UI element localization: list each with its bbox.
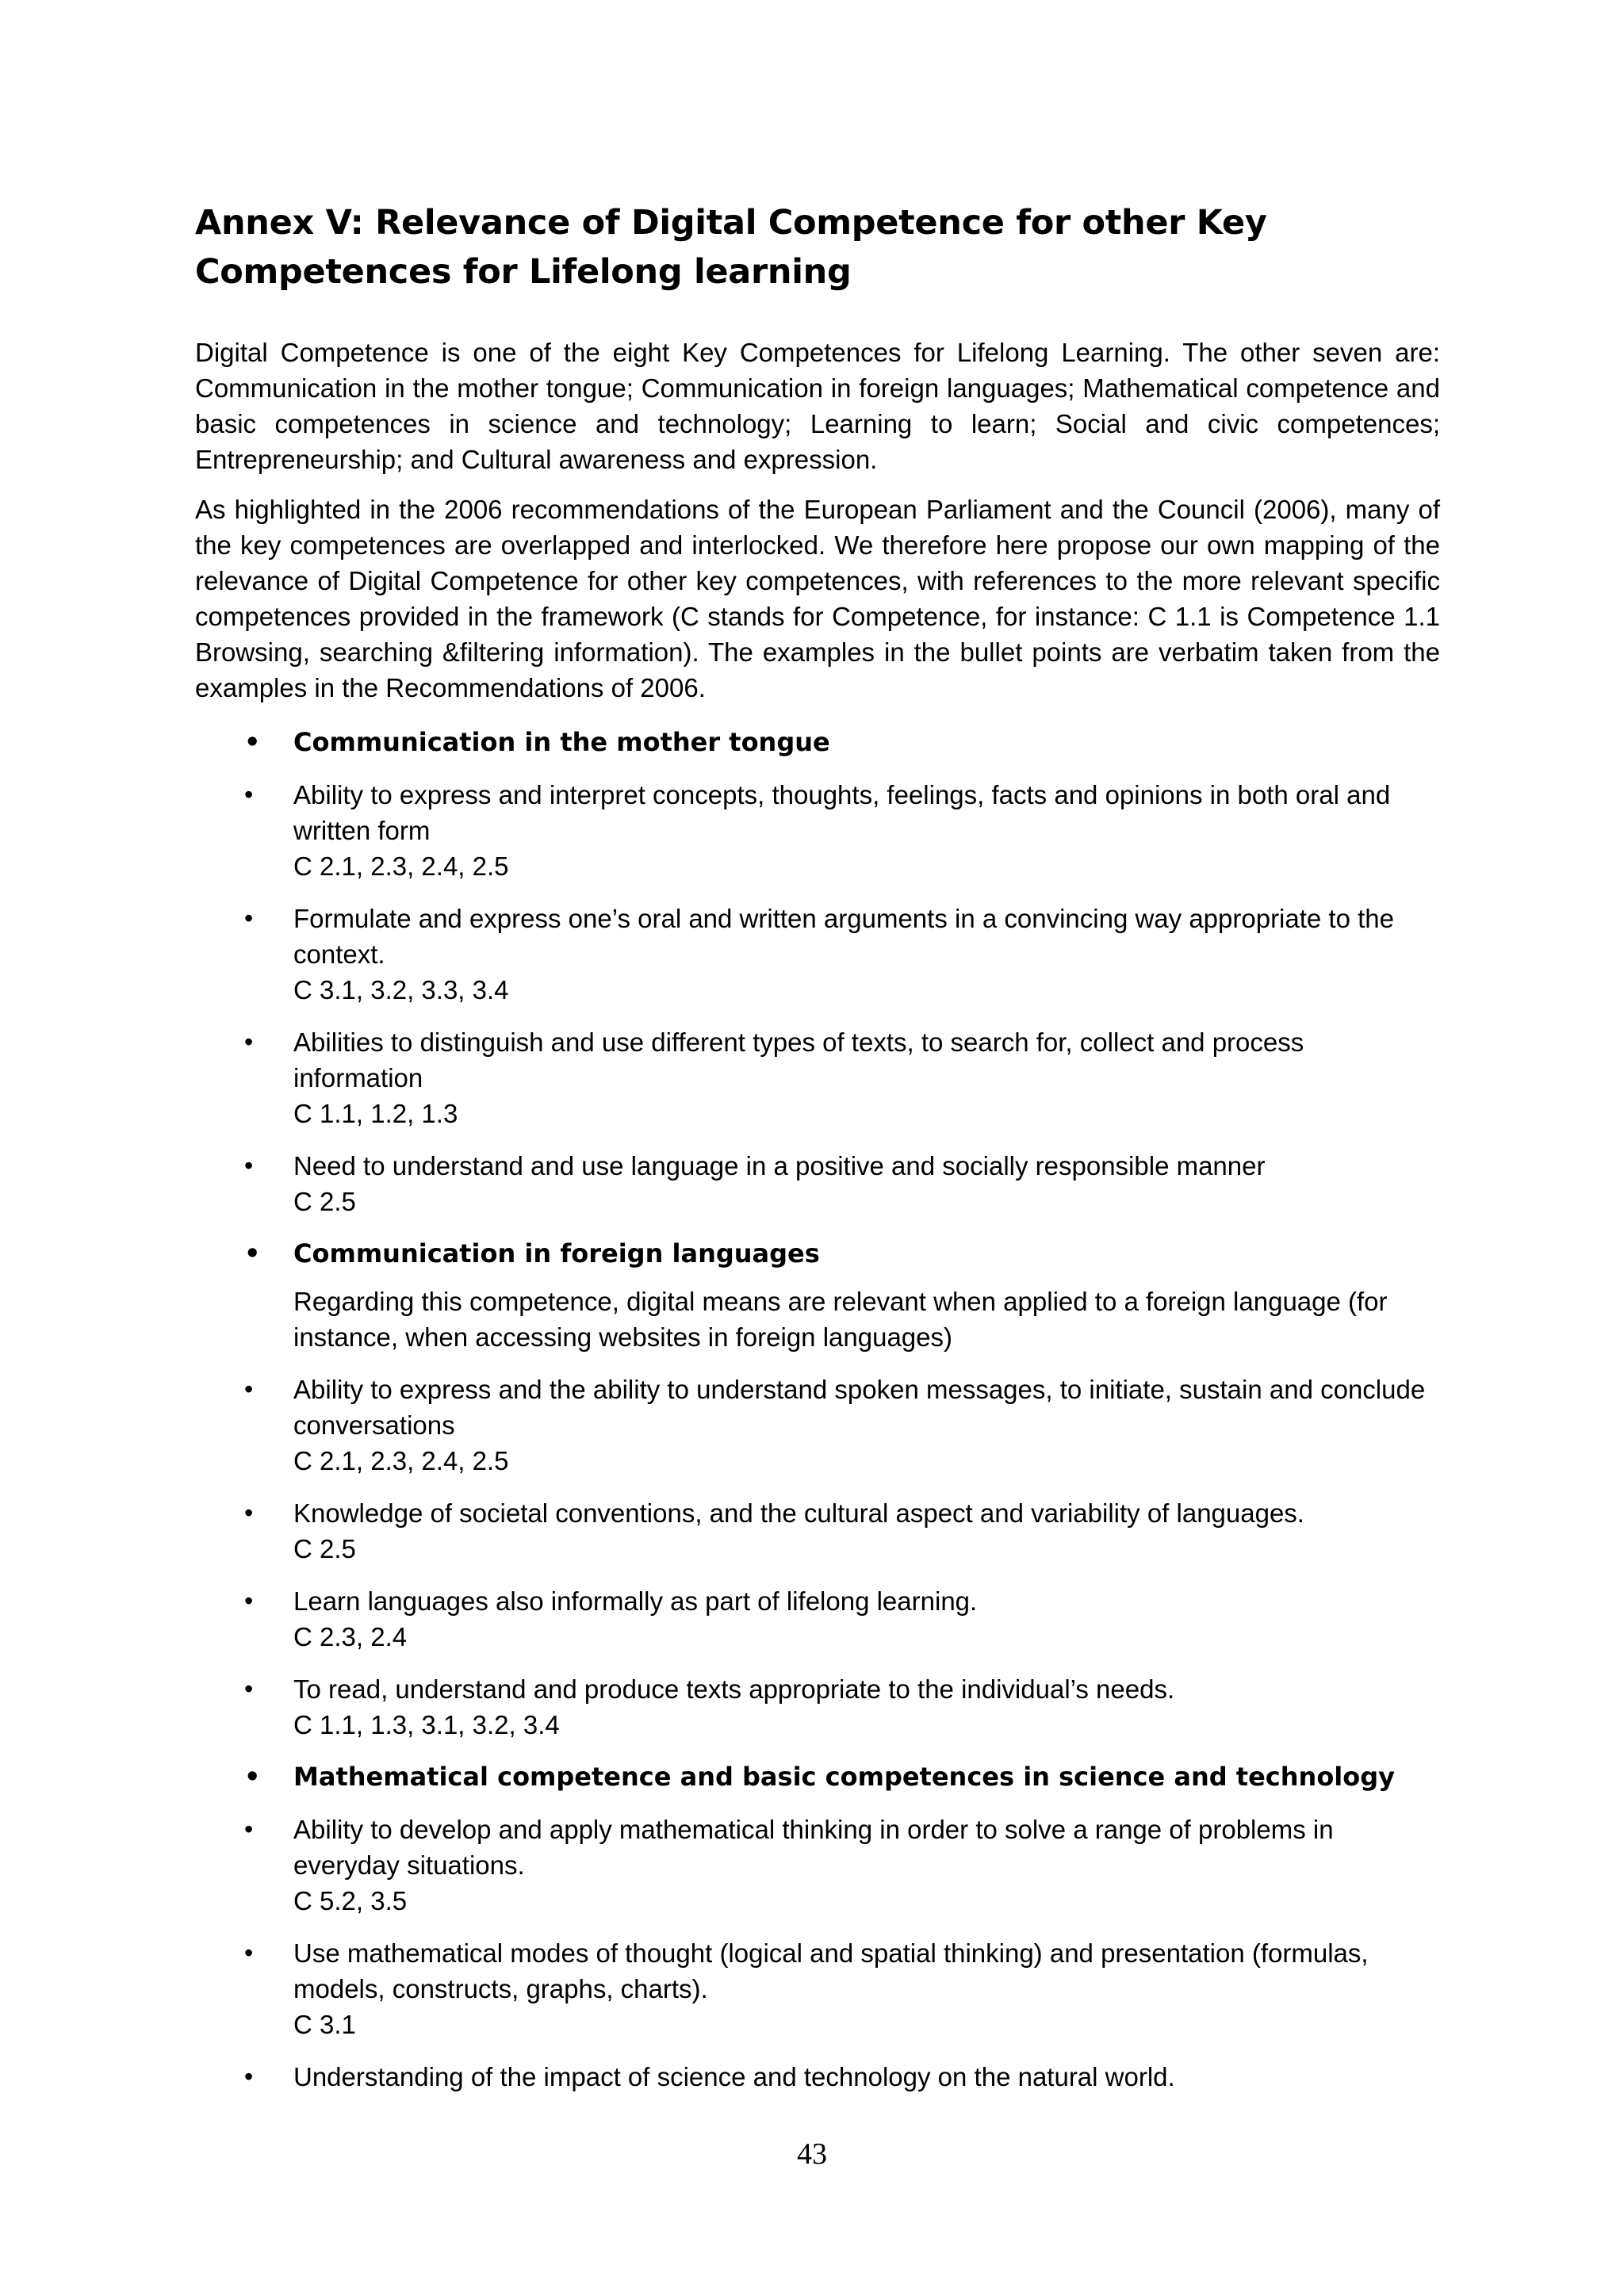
list-item <box>195 1495 1440 1567</box>
item-text: Need to understand and use language in a positive and socially responsible manner <box>293 1151 1266 1181</box>
competence-code: C 2.5 <box>293 1187 356 1216</box>
item-text: Learn languages also informally as part of lifelong learning. <box>293 1586 978 1616</box>
section-heading-text: Communication in foreign languages <box>293 1238 820 1269</box>
section-heading-text: Mathematical competence and basic competences in science and technology <box>293 1762 1396 1792</box>
competence-list <box>195 725 1440 2095</box>
competence-code: C 5.2, 3.5 <box>293 1886 408 1915</box>
bullet-icon: • <box>244 1498 254 1527</box>
item-text: Formulate and express one’s oral and written arguments in a convincing way appropriate to the context. <box>293 904 1394 969</box>
bullet-icon: • <box>244 1815 254 1843</box>
bullet-icon: • <box>244 1375 254 1403</box>
intro-paragraph: Digital Competence is one of the eight Key Competences for Lifelong Learning. The other seven are: Communication in the mother tongue; Communication in foreign languages; Mathematical competence and basic competences in science and technology; Learning to learn; Social and civic competences; Entrepreneurship; and Cultural awareness and expression. <box>195 338 1440 474</box>
bullet-icon: • <box>244 1938 254 1967</box>
competence-code: C 2.1, 2.3, 2.4, 2.5 <box>293 851 509 881</box>
competence-code: C 1.1, 1.3, 3.1, 3.2, 3.4 <box>293 1710 560 1739</box>
list-item <box>195 1024 1440 1131</box>
competence-code: C 1.1, 1.2, 1.3 <box>293 1099 458 1128</box>
bullet-icon: • <box>244 2062 254 2091</box>
item-text: Knowledge of societal conventions, and the cultural aspect and variability of languages. <box>293 1498 1304 1528</box>
section-heading-text: Communication in the mother tongue <box>293 727 830 757</box>
competence-code: C 3.1, 3.2, 3.3, 3.4 <box>293 975 509 1004</box>
competence-code: C 2.3, 2.4 <box>293 1622 408 1651</box>
list-item <box>195 1583 1440 1655</box>
item-text: Understanding of the impact of science and technology on the natural world. <box>293 2062 1175 2091</box>
section-heading-foreign-languages <box>195 1236 1440 1272</box>
competence-code: C 2.5 <box>293 1534 356 1563</box>
competence-code: C 2.1, 2.3, 2.4, 2.5 <box>293 1446 509 1475</box>
item-text: Ability to develop and apply mathematical thinking in order to solve a range of problems in everyday situations. <box>293 1815 1334 1880</box>
list-item <box>195 1372 1440 1479</box>
bullet-icon: • <box>244 1762 261 1792</box>
competence-code: C 3.1 <box>293 2010 356 2039</box>
annex-title: Annex V: Relevance of Digital Competence for other Key Competences for Lifelong learning <box>195 203 1267 292</box>
document-page <box>195 198 1440 2111</box>
bullet-icon: • <box>244 1027 254 1056</box>
bullet-icon: • <box>244 1586 254 1615</box>
section-heading-mother-tongue <box>195 725 1440 760</box>
section-heading-mathematical <box>195 1759 1440 1795</box>
list-item <box>195 901 1440 1008</box>
item-text: To read, understand and produce texts appropriate to the individual’s needs. <box>293 1674 1175 1704</box>
bullet-icon: • <box>244 727 261 757</box>
section-note-wrapper <box>195 1284 1440 1355</box>
bullet-icon: • <box>244 1151 254 1180</box>
bullet-icon: • <box>244 1238 261 1269</box>
list-item <box>195 1671 1440 1743</box>
bullet-icon: • <box>244 904 254 932</box>
item-text: Abilities to distinguish and use different types of texts, to search for, collect and process information <box>293 1027 1304 1093</box>
list-item <box>195 777 1440 884</box>
item-text: Ability to express and the ability to understand spoken messages, to initiate, sustain and conclude conversations <box>293 1375 1426 1440</box>
list-item <box>195 1935 1440 2042</box>
mapping-paragraph: As highlighted in the 2006 recommendations of the European Parliament and the Council (2006), many of the key competences are overlapped and interlocked. We therefore here propose our own mapping of the relevance of Digital Competence for other key competences, with references to the more relevant specific competences provided in the framework (C stands for Competence, for instance: C 1.1 is Competence 1.1 Browsing, searching &filtering information). The examples in the bullet points are verbatim taken from the examples in the Recommendations of 2006. <box>195 495 1440 702</box>
list-item <box>195 1148 1440 1219</box>
bullet-icon: • <box>244 780 254 809</box>
item-text: Use mathematical modes of thought (logical and spatial thinking) and presentation (formulas, models, constructs, graphs, charts). <box>293 1938 1369 2003</box>
list-item <box>195 2059 1440 2095</box>
page-number: 43 <box>797 2137 827 2171</box>
bullet-icon: • <box>244 1674 254 1703</box>
section-note: Regarding this competence, digital means are relevant when applied to a foreign language (for instance, when accessing websites in foreign languages) <box>293 1287 1388 1352</box>
item-text: Ability to express and interpret concepts, thoughts, feelings, facts and opinions in both oral and written form <box>293 780 1391 845</box>
list-item <box>195 1812 1440 1919</box>
